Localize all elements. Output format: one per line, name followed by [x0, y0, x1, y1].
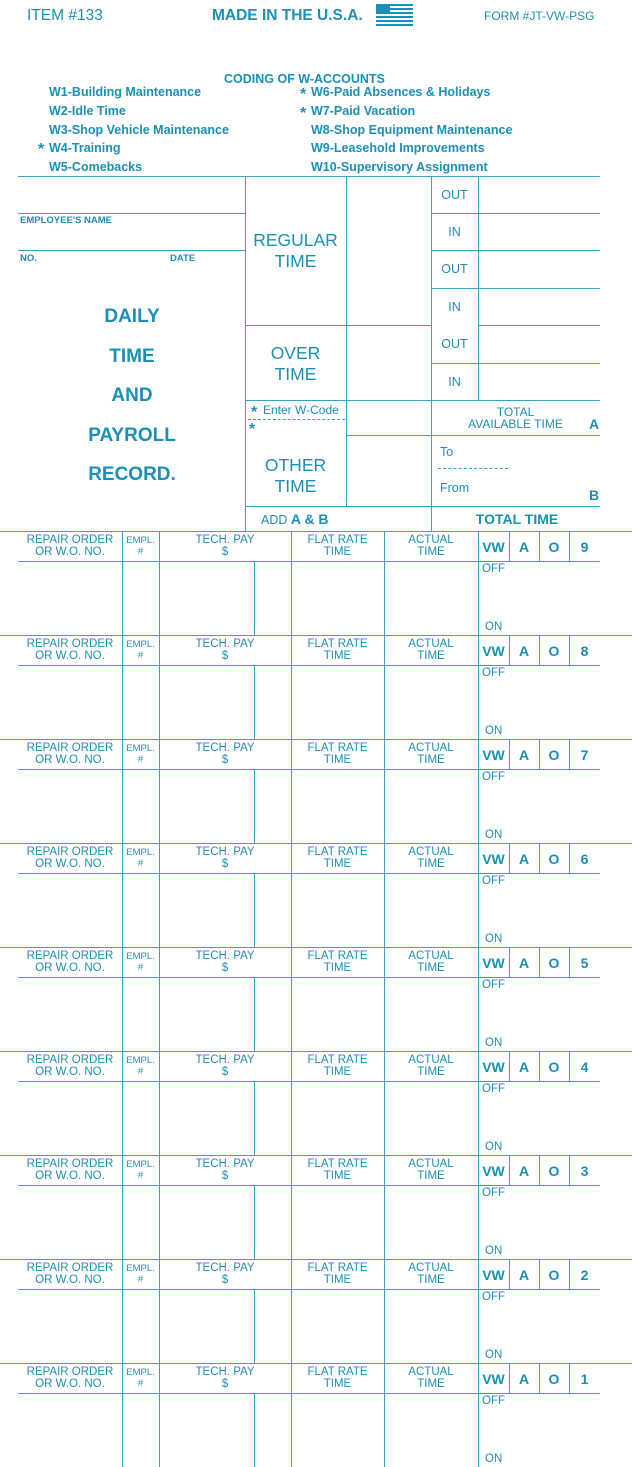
record-title-line-5: RECORD. [88, 464, 176, 485]
section-top-line [0, 531, 632, 532]
tech-pay-line-2: $ [221, 1170, 229, 1182]
flat-rate-line-1: FLAT RATE [307, 1054, 368, 1066]
tech-pay-line-2: $ [221, 650, 229, 662]
section-top-line [0, 947, 632, 948]
empl-line-2: # [137, 546, 144, 557]
out-label-2: OUT [441, 262, 468, 276]
tech-pay-line-1: TECH. PAY [195, 950, 255, 962]
repair-order-line-1: REPAIR ORDER [26, 950, 114, 962]
star-icon: * [249, 421, 256, 438]
actual-time-header [384, 950, 478, 974]
repair-order-line-2: OR W.O. NO. [35, 1170, 105, 1182]
coding-left-3: W3-Shop Vehicle Maintenance [49, 123, 229, 137]
star-icon: * [251, 404, 258, 421]
actual-time-line-2: TIME [417, 1274, 445, 1286]
coding-left-5: W5-Comebacks [49, 160, 143, 174]
repair-order-header [18, 742, 122, 766]
flat-rate-header [291, 742, 384, 766]
actual-time-line-2: TIME [417, 546, 445, 558]
empl-line-1: EMPL. [126, 1263, 155, 1274]
section-number: 6 [580, 851, 589, 867]
empl-line-1: EMPL. [126, 951, 155, 962]
date-label: DATE [170, 253, 196, 264]
section-number: 7 [580, 747, 589, 763]
o-header: O [548, 955, 560, 971]
job-section [0, 1051, 632, 1155]
other-time-label-1: OTHER [264, 455, 327, 475]
empl-header [122, 1055, 159, 1077]
repair-order-line-1: REPAIR ORDER [26, 638, 114, 650]
a-header: A [518, 955, 530, 971]
coding-right-4: W9-Leasehold Improvements [311, 141, 485, 155]
section-number: 5 [580, 955, 589, 971]
from-label: From [440, 481, 470, 495]
empl-line-2: # [137, 650, 144, 661]
actual-time-header [384, 1158, 478, 1182]
flat-rate-header [291, 1366, 384, 1390]
vw-header: VW [482, 1059, 505, 1075]
actual-time-line-2: TIME [417, 1066, 445, 1078]
empl-line-1: EMPL. [126, 743, 155, 754]
empl-header [122, 1263, 159, 1285]
a-header: A [518, 539, 530, 555]
on-label: ON [485, 1349, 503, 1361]
out-label-1: OUT [441, 188, 468, 202]
repair-order-line-1: REPAIR ORDER [26, 1366, 114, 1378]
repair-order-line-2: OR W.O. NO. [35, 1066, 105, 1078]
coding-right-3: W8-Shop Equipment Maintenance [311, 123, 513, 137]
tech-pay-line-2: $ [221, 1066, 229, 1078]
repair-order-header [18, 638, 122, 662]
column-line [254, 769, 255, 843]
actual-time-line-2: TIME [417, 962, 445, 974]
tech-pay-line-1: TECH. PAY [195, 1158, 255, 1170]
repair-order-header [18, 534, 122, 558]
repair-order-header [18, 1158, 122, 1182]
section-header-line [18, 561, 600, 562]
wcode-dashed-line [248, 419, 345, 420]
section-number: 3 [580, 1163, 589, 1179]
repair-order-line-1: REPAIR ORDER [26, 1054, 114, 1066]
actual-time-header [384, 1054, 478, 1078]
column-line [254, 977, 255, 1051]
enter-wcode-label: Enter W-Code [263, 403, 339, 417]
off-label: OFF [482, 979, 505, 991]
actual-time-line-1: ACTUAL [408, 1158, 454, 1170]
actual-time-header [384, 742, 478, 766]
empl-line-2: # [137, 858, 144, 869]
tech-pay-header [159, 534, 291, 558]
flat-rate-header [291, 1158, 384, 1182]
job-section [0, 1363, 632, 1467]
repair-order-header [18, 1366, 122, 1390]
item-number: ITEM #133 [27, 7, 103, 24]
tech-pay-header [159, 1054, 291, 1078]
o-header: O [548, 539, 560, 555]
a-label: A [589, 416, 600, 432]
o-header: O [548, 1163, 560, 1179]
flat-rate-line-2: TIME [323, 858, 352, 870]
empl-line-1: EMPL. [126, 639, 155, 650]
off-label: OFF [482, 1083, 505, 1095]
coding-left-4: W4-Training [49, 141, 121, 155]
repair-order-line-2: OR W.O. NO. [35, 650, 105, 662]
repair-order-line-2: OR W.O. NO. [35, 962, 105, 974]
tech-pay-header [159, 950, 291, 974]
section-number: 9 [580, 539, 589, 555]
actual-time-header [384, 534, 478, 558]
on-label: ON [485, 933, 503, 945]
tech-pay-line-2: $ [221, 1274, 229, 1286]
actual-time-line-2: TIME [417, 1170, 445, 1182]
section-header-line [18, 665, 600, 666]
coding-right-5: W10-Supervisory Assignment [311, 160, 488, 174]
flat-rate-header [291, 846, 384, 870]
star-icon: * [300, 86, 307, 103]
divider [431, 363, 600, 364]
no-label: NO. [20, 253, 37, 264]
total-time-label: TOTAL TIME [475, 511, 559, 527]
o-header: O [548, 643, 560, 659]
tech-pay-header [159, 742, 291, 766]
other-time-label-2: TIME [274, 476, 317, 496]
section-header-line [18, 977, 600, 978]
empl-header [122, 951, 159, 973]
on-label: ON [485, 1245, 503, 1257]
actual-time-line-2: TIME [417, 650, 445, 662]
o-header: O [548, 851, 560, 867]
a-header: A [518, 1371, 530, 1387]
flat-rate-line-1: FLAT RATE [307, 742, 368, 754]
over-time-label-2: TIME [274, 364, 317, 384]
off-label: OFF [482, 875, 505, 887]
column-line [254, 1185, 255, 1259]
vw-header: VW [482, 1371, 505, 1387]
out-label-3: OUT [441, 337, 468, 351]
flat-rate-line-1: FLAT RATE [307, 534, 368, 546]
actual-time-line-1: ACTUAL [408, 742, 454, 754]
o-header: O [548, 1267, 560, 1283]
record-title-line-3: AND [111, 385, 153, 406]
on-label: ON [485, 621, 503, 633]
flat-rate-line-2: TIME [323, 1066, 352, 1078]
empl-line-2: # [137, 1170, 144, 1181]
vw-header: VW [482, 1267, 505, 1283]
section-header-line [18, 769, 600, 770]
divider [18, 176, 600, 177]
repair-order-line-2: OR W.O. NO. [35, 858, 105, 870]
coding-left-1: W1-Building Maintenance [49, 85, 202, 99]
section-top-line [0, 635, 632, 636]
in-label-1: IN [448, 225, 461, 239]
flat-rate-line-1: FLAT RATE [307, 1262, 368, 1274]
tech-pay-line-1: TECH. PAY [195, 846, 255, 858]
tech-pay-header [159, 1158, 291, 1182]
a-header: A [518, 747, 530, 763]
a-header: A [518, 643, 530, 659]
flat-rate-header [291, 950, 384, 974]
off-label: OFF [482, 1395, 505, 1407]
on-label: ON [485, 1141, 503, 1153]
section-number: 1 [580, 1371, 589, 1387]
actual-time-line-1: ACTUAL [408, 846, 454, 858]
total-available-label-1: TOTAL [496, 405, 535, 419]
section-top-line [0, 843, 632, 844]
flat-rate-header [291, 1054, 384, 1078]
flat-rate-line-2: TIME [323, 754, 352, 766]
over-time-label-1: OVER [270, 343, 321, 363]
divider [346, 176, 347, 506]
job-section [0, 1259, 632, 1363]
repair-order-line-1: REPAIR ORDER [26, 846, 114, 858]
job-section [0, 531, 632, 635]
tech-pay-line-2: $ [221, 546, 229, 558]
add-text: ADD [261, 513, 291, 527]
actual-time-header [384, 1366, 478, 1390]
repair-order-line-1: REPAIR ORDER [26, 1262, 114, 1274]
record-title-line-1: DAILY [104, 306, 160, 327]
flat-rate-header [291, 534, 384, 558]
empl-header [122, 1367, 159, 1389]
actual-time-line-2: TIME [417, 1378, 445, 1390]
in-label-3: IN [448, 375, 461, 389]
actual-time-header [384, 638, 478, 662]
empl-line-2: # [137, 1066, 144, 1077]
section-top-line [0, 1363, 632, 1364]
us-flag-icon [376, 4, 413, 26]
section-header-line [18, 1289, 600, 1290]
tech-pay-line-1: TECH. PAY [195, 1366, 255, 1378]
section-header-line [18, 1393, 600, 1394]
section-top-line [0, 1259, 632, 1260]
empl-line-1: EMPL. [126, 847, 155, 858]
column-line [254, 873, 255, 947]
flat-rate-line-2: TIME [323, 1170, 352, 1182]
actual-time-line-1: ACTUAL [408, 534, 454, 546]
divider [431, 288, 600, 289]
actual-time-line-1: ACTUAL [408, 638, 454, 650]
off-label: OFF [482, 1187, 505, 1199]
coding-title: CODING OF W-ACCOUNTS [224, 72, 385, 86]
empl-header [122, 535, 159, 557]
o-header: O [548, 747, 560, 763]
tech-pay-line-1: TECH. PAY [195, 1262, 255, 1274]
tech-pay-header [159, 638, 291, 662]
flat-rate-line-2: TIME [323, 546, 352, 558]
tech-pay-line-2: $ [221, 962, 229, 974]
empl-header [122, 847, 159, 869]
form-number: FORM #JT-VW-PSG [484, 9, 595, 23]
empl-header [122, 639, 159, 661]
repair-order-line-1: REPAIR ORDER [26, 742, 114, 754]
record-title-line-2: TIME [109, 346, 155, 367]
repair-order-header [18, 1262, 122, 1286]
flat-rate-line-2: TIME [323, 1378, 352, 1390]
b-label: B [589, 487, 600, 503]
empl-line-2: # [137, 1274, 144, 1285]
repair-order-header [18, 1054, 122, 1078]
tech-pay-header [159, 1366, 291, 1390]
total-available-label-2: AVAILABLE TIME [468, 417, 563, 431]
empl-line-2: # [137, 1378, 144, 1389]
repair-order-line-2: OR W.O. NO. [35, 546, 105, 558]
repair-order-line-2: OR W.O. NO. [35, 1274, 105, 1286]
employee-name-label: EMPLOYEE'S NAME [20, 215, 112, 226]
tech-pay-line-2: $ [221, 858, 229, 870]
a-header: A [518, 1059, 530, 1075]
regular-time-label-2: TIME [274, 251, 317, 271]
divider [18, 250, 245, 251]
empl-line-1: EMPL. [126, 535, 155, 546]
vw-header: VW [482, 747, 505, 763]
actual-time-line-2: TIME [417, 754, 445, 766]
section-number: 4 [580, 1059, 589, 1075]
section-top-line [0, 739, 632, 740]
tech-pay-line-1: TECH. PAY [195, 638, 255, 650]
column-line [254, 561, 255, 635]
on-label: ON [485, 1037, 503, 1049]
record-title-line-4: PAYROLL [88, 425, 176, 446]
a-header: A [518, 851, 530, 867]
star-icon: * [38, 141, 45, 158]
flat-rate-line-1: FLAT RATE [307, 1158, 368, 1170]
empl-line-2: # [137, 962, 144, 973]
add-label [261, 512, 328, 527]
actual-time-line-1: ACTUAL [408, 950, 454, 962]
off-label: OFF [482, 771, 505, 783]
empl-header [122, 1159, 159, 1181]
coding-right-1: W6-Paid Absences & Holidays [311, 85, 491, 99]
column-line [254, 1393, 255, 1467]
made-in-usa: MADE IN THE U.S.A. [212, 7, 363, 24]
divider [245, 506, 600, 507]
to-label: To [440, 445, 454, 459]
column-line [254, 665, 255, 739]
to-from-dashed-line [438, 468, 508, 469]
a-header: A [518, 1163, 530, 1179]
section-header-line [18, 873, 600, 874]
o-header: O [548, 1371, 560, 1387]
actual-time-header [384, 1262, 478, 1286]
tech-pay-line-1: TECH. PAY [195, 742, 255, 754]
star-icon: * [300, 105, 307, 122]
section-top-line [0, 1155, 632, 1156]
divider [245, 400, 600, 401]
flat-rate-line-1: FLAT RATE [307, 950, 368, 962]
flat-rate-header [291, 638, 384, 662]
job-section [0, 635, 632, 739]
empl-line-2: # [137, 754, 144, 765]
vw-header: VW [482, 643, 505, 659]
coding-left-2: W2-Idle Time [49, 104, 126, 118]
divider [431, 250, 600, 251]
a-header: A [518, 1267, 530, 1283]
divider [346, 435, 600, 436]
tech-pay-header [159, 1262, 291, 1286]
o-header: O [548, 1059, 560, 1075]
repair-order-header [18, 846, 122, 870]
section-top-line [0, 1051, 632, 1052]
tech-pay-line-1: TECH. PAY [195, 534, 255, 546]
repair-order-line-2: OR W.O. NO. [35, 1378, 105, 1390]
in-label-2: IN [448, 300, 461, 314]
flat-rate-line-2: TIME [323, 650, 352, 662]
tech-pay-line-2: $ [221, 754, 229, 766]
flat-rate-line-2: TIME [323, 1274, 352, 1286]
vw-header: VW [482, 955, 505, 971]
flat-rate-header [291, 1262, 384, 1286]
off-label: OFF [482, 1291, 505, 1303]
divider [478, 325, 600, 326]
flat-rate-line-1: FLAT RATE [307, 1366, 368, 1378]
off-label: OFF [482, 563, 505, 575]
divider [431, 213, 600, 214]
actual-time-line-2: TIME [417, 858, 445, 870]
section-number: 8 [580, 643, 589, 659]
section-number: 2 [580, 1267, 589, 1283]
repair-order-line-1: REPAIR ORDER [26, 534, 114, 546]
vw-header: VW [482, 539, 505, 555]
tech-pay-line-1: TECH. PAY [195, 1054, 255, 1066]
empl-line-1: EMPL. [126, 1367, 155, 1378]
column-line [254, 1081, 255, 1155]
section-header-line [18, 1081, 600, 1082]
job-section [0, 843, 632, 947]
job-section [0, 739, 632, 843]
vw-header: VW [482, 851, 505, 867]
empl-line-1: EMPL. [126, 1055, 155, 1066]
job-section [0, 1155, 632, 1259]
section-header-line [18, 1185, 600, 1186]
coding-right-2: W7-Paid Vacation [311, 104, 416, 118]
actual-time-line-1: ACTUAL [408, 1366, 454, 1378]
on-label: ON [485, 1453, 503, 1465]
on-label: ON [485, 725, 503, 737]
repair-order-line-2: OR W.O. NO. [35, 754, 105, 766]
actual-time-line-1: ACTUAL [408, 1262, 454, 1274]
tech-pay-header [159, 846, 291, 870]
empl-header [122, 743, 159, 765]
flat-rate-line-1: FLAT RATE [307, 846, 368, 858]
flat-rate-line-1: FLAT RATE [307, 638, 368, 650]
off-label: OFF [482, 667, 505, 679]
regular-time-label-1: REGULAR [253, 230, 338, 250]
divider [245, 325, 431, 326]
flat-rate-line-2: TIME [323, 962, 352, 974]
add-ab-text: A & B [290, 511, 329, 527]
vw-header: VW [482, 1163, 505, 1179]
tech-pay-line-2: $ [221, 1378, 229, 1390]
repair-order-header [18, 950, 122, 974]
job-section [0, 947, 632, 1051]
on-label: ON [485, 829, 503, 841]
empl-line-1: EMPL. [126, 1159, 155, 1170]
column-line [254, 1289, 255, 1363]
actual-time-line-1: ACTUAL [408, 1054, 454, 1066]
actual-time-header [384, 846, 478, 870]
repair-order-line-1: REPAIR ORDER [26, 1158, 114, 1170]
